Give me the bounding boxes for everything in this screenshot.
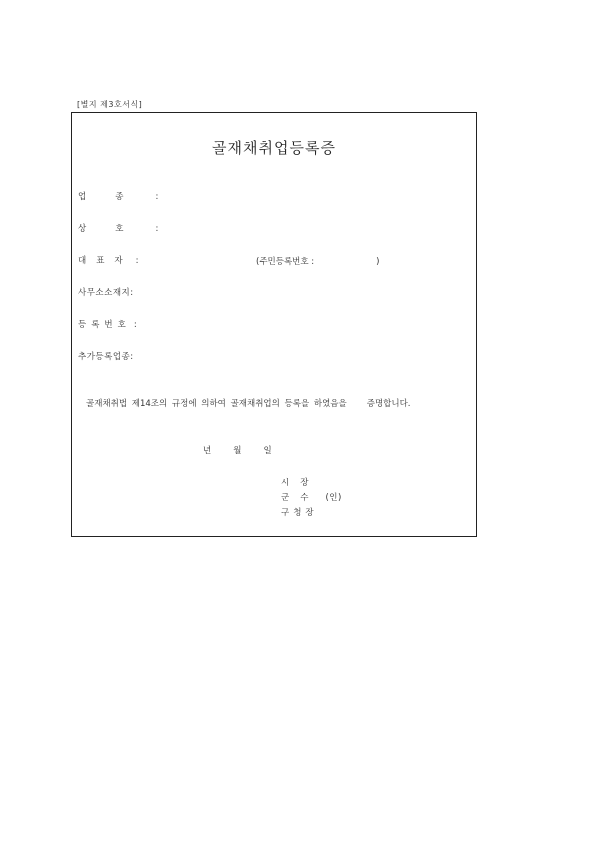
field-additional-business-label: 추가등록업종	[78, 352, 131, 362]
field-business-type	[78, 190, 158, 202]
date-month: 월	[233, 446, 242, 456]
field-representative-colon: :	[135, 256, 139, 266]
signer-district-row	[281, 506, 342, 521]
field-additional-business-colon: :	[130, 352, 134, 362]
certification-statement	[86, 397, 411, 409]
date-day: 일	[263, 446, 272, 456]
field-representative	[78, 254, 139, 266]
seal-mark: (인)	[325, 493, 342, 503]
rrn-close-paren: )	[376, 257, 380, 267]
rrn-open-label: (주민등록번호 :	[256, 257, 315, 267]
signer-county-head: 군수	[281, 493, 320, 503]
field-additional-business	[78, 350, 133, 362]
field-business-type-label: 업종	[78, 192, 153, 202]
field-business-type-colon: :	[155, 192, 159, 202]
date-year: 년	[203, 446, 212, 456]
issuer-block	[281, 476, 342, 521]
certificate-title: 골재채취업등록증	[212, 139, 336, 157]
certification-statement-main: 골재채취법 제14조의 규정에 의하여 골재채취업의 등록을 하였음을	[86, 399, 347, 409]
signer-mayor: 시장	[281, 478, 320, 488]
issue-date	[203, 444, 294, 456]
field-registration-number-label: 등록번호	[78, 320, 131, 330]
field-office-location	[78, 286, 133, 298]
signer-district-head: 구청장	[281, 508, 318, 518]
resident-registration-number	[256, 255, 379, 267]
form-number-label: [별지 제3호서식]	[77, 100, 143, 109]
field-office-location-colon: :	[130, 288, 134, 298]
certificate-frame	[71, 112, 477, 537]
field-representative-label: 대표자	[78, 256, 133, 266]
field-registration-number-colon: :	[133, 320, 137, 330]
certification-statement-end: 증명합니다.	[366, 399, 411, 409]
field-trade-name	[78, 222, 158, 234]
signer-county-row	[281, 491, 342, 506]
field-registration-number	[78, 318, 137, 330]
signer-mayor-row	[281, 476, 342, 491]
field-trade-name-colon: :	[155, 224, 159, 234]
field-office-location-label: 사무소소재지	[78, 288, 131, 298]
field-trade-name-label: 상호	[78, 224, 153, 234]
